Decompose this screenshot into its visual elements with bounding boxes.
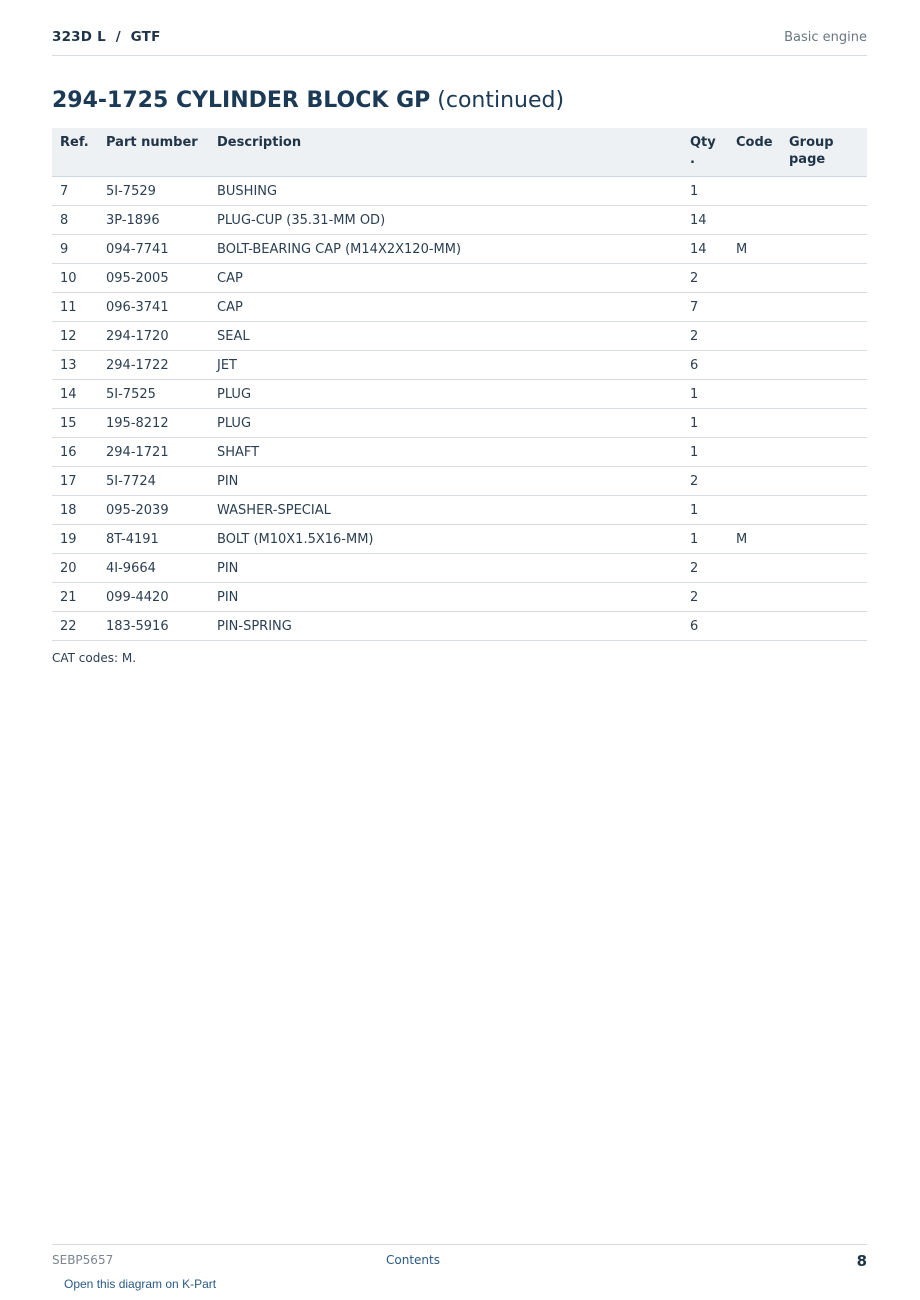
table-row — [52, 583, 867, 612]
group-page-cell — [781, 409, 867, 438]
description-cell: CAP — [209, 293, 682, 322]
qty-cell: 2 — [682, 322, 728, 351]
code-cell: M — [728, 235, 781, 264]
table-row — [52, 322, 867, 351]
group-page-cell — [781, 467, 867, 496]
table-row — [52, 467, 867, 496]
code-cell — [728, 438, 781, 467]
group-page-cell — [781, 554, 867, 583]
table-row — [52, 293, 867, 322]
ref-cell: 17 — [52, 467, 98, 496]
code-cell — [728, 496, 781, 525]
description-cell: SEAL — [209, 322, 682, 351]
col-header-group-page: Group page — [781, 128, 867, 177]
group-page-cell — [781, 380, 867, 409]
parts-table — [52, 128, 867, 641]
ref-cell: 22 — [52, 612, 98, 641]
table-row — [52, 206, 867, 235]
description-cell: SHAFT — [209, 438, 682, 467]
description-cell: BOLT-BEARING CAP (M14X2X120-MM) — [209, 235, 682, 264]
part-number-cell: 5I-7525 — [98, 380, 209, 409]
document-id: SEBP5657 — [52, 1253, 114, 1267]
part-number-cell: 294-1720 — [98, 322, 209, 351]
part-number-cell: 5I-7529 — [98, 177, 209, 206]
group-page-cell — [781, 322, 867, 351]
code-cell — [728, 467, 781, 496]
description-cell: PLUG-CUP (35.31-MM OD) — [209, 206, 682, 235]
qty-cell: 2 — [682, 467, 728, 496]
ref-cell: 9 — [52, 235, 98, 264]
ref-cell: 20 — [52, 554, 98, 583]
qty-cell: 14 — [682, 206, 728, 235]
description-cell: WASHER-SPECIAL — [209, 496, 682, 525]
description-cell: BUSHING — [209, 177, 682, 206]
description-cell: PLUG — [209, 380, 682, 409]
group-page-cell — [781, 177, 867, 206]
col-header-description: Description — [209, 128, 682, 177]
page-header — [52, 28, 867, 56]
contents-link[interactable]: Contents — [386, 1253, 440, 1267]
qty-cell: 1 — [682, 525, 728, 554]
qty-cell: 14 — [682, 235, 728, 264]
part-number-cell: 183-5916 — [98, 612, 209, 641]
part-number-cell: 094-7741 — [98, 235, 209, 264]
table-row — [52, 177, 867, 206]
qty-cell: 2 — [682, 583, 728, 612]
qty-cell: 1 — [682, 380, 728, 409]
ref-cell: 16 — [52, 438, 98, 467]
part-number-cell: 3P-1896 — [98, 206, 209, 235]
col-header-part-number: Part number — [98, 128, 209, 177]
group-page-cell — [781, 206, 867, 235]
part-number-cell: 8T-4191 — [98, 525, 209, 554]
ref-cell: 14 — [52, 380, 98, 409]
table-row — [52, 525, 867, 554]
table-row — [52, 438, 867, 467]
ref-cell: 11 — [52, 293, 98, 322]
cat-codes-note: CAT codes: M. — [52, 651, 137, 665]
group-page-cell — [781, 612, 867, 641]
group-page-cell — [781, 438, 867, 467]
ref-cell: 19 — [52, 525, 98, 554]
code-cell — [728, 206, 781, 235]
qty-cell: 1 — [682, 438, 728, 467]
description-cell: PIN — [209, 554, 682, 583]
description-cell: CAP — [209, 264, 682, 293]
group-page-cell — [781, 293, 867, 322]
part-number-cell: 5I-7724 — [98, 467, 209, 496]
group-page-cell — [781, 583, 867, 612]
table-row — [52, 612, 867, 641]
code-cell — [728, 293, 781, 322]
open-kpart-link[interactable]: Open this diagram on K-Part — [64, 1277, 217, 1291]
qty-cell: 1 — [682, 409, 728, 438]
page-number: 8 — [856, 1252, 867, 1270]
table-row — [52, 554, 867, 583]
code-cell — [728, 351, 781, 380]
ref-cell: 15 — [52, 409, 98, 438]
group-page-cell — [781, 496, 867, 525]
code-cell — [728, 322, 781, 351]
section-label: Basic engine — [784, 30, 867, 45]
table-header-row — [52, 128, 867, 177]
group-page-cell — [781, 235, 867, 264]
part-number-cell: 099-4420 — [98, 583, 209, 612]
page-title — [52, 88, 564, 113]
description-cell: BOLT (M10X1.5X16-MM) — [209, 525, 682, 554]
description-cell: PIN — [209, 583, 682, 612]
ref-cell: 8 — [52, 206, 98, 235]
ref-cell: 13 — [52, 351, 98, 380]
group-page-cell — [781, 351, 867, 380]
group-page-cell — [781, 525, 867, 554]
code-cell — [728, 380, 781, 409]
part-number-cell: 095-2005 — [98, 264, 209, 293]
ref-cell: 7 — [52, 177, 98, 206]
description-cell: PIN — [209, 467, 682, 496]
ref-cell: 12 — [52, 322, 98, 351]
model-label: 323D L / GTF — [52, 29, 161, 45]
ref-cell: 10 — [52, 264, 98, 293]
col-header-qty: Qty . — [682, 128, 728, 177]
table-row — [52, 351, 867, 380]
group-title: 294-1725 CYLINDER BLOCK GP — [52, 88, 431, 113]
description-cell: JET — [209, 351, 682, 380]
description-cell: PIN-SPRING — [209, 612, 682, 641]
qty-cell: 6 — [682, 612, 728, 641]
footer-divider — [52, 1244, 867, 1245]
col-header-ref: Ref. — [52, 128, 98, 177]
code-cell: M — [728, 525, 781, 554]
qty-cell: 2 — [682, 554, 728, 583]
part-number-cell: 095-2039 — [98, 496, 209, 525]
group-page-cell — [781, 264, 867, 293]
ref-cell: 18 — [52, 496, 98, 525]
part-number-cell: 096-3741 — [98, 293, 209, 322]
table-row — [52, 496, 867, 525]
title-suffix: (continued) — [437, 88, 565, 113]
table-row — [52, 380, 867, 409]
code-cell — [728, 583, 781, 612]
code-cell — [728, 554, 781, 583]
table-row — [52, 235, 867, 264]
qty-cell: 7 — [682, 293, 728, 322]
table-row — [52, 264, 867, 293]
qty-cell: 6 — [682, 351, 728, 380]
qty-cell: 1 — [682, 177, 728, 206]
col-header-code: Code — [728, 128, 781, 177]
code-cell — [728, 409, 781, 438]
part-number-cell: 4I-9664 — [98, 554, 209, 583]
description-cell: PLUG — [209, 409, 682, 438]
table-row — [52, 409, 867, 438]
part-number-cell: 294-1721 — [98, 438, 209, 467]
code-cell — [728, 264, 781, 293]
code-cell — [728, 177, 781, 206]
ref-cell: 21 — [52, 583, 98, 612]
part-number-cell: 195-8212 — [98, 409, 209, 438]
qty-cell: 2 — [682, 264, 728, 293]
qty-cell: 1 — [682, 496, 728, 525]
part-number-cell: 294-1722 — [98, 351, 209, 380]
code-cell — [728, 612, 781, 641]
